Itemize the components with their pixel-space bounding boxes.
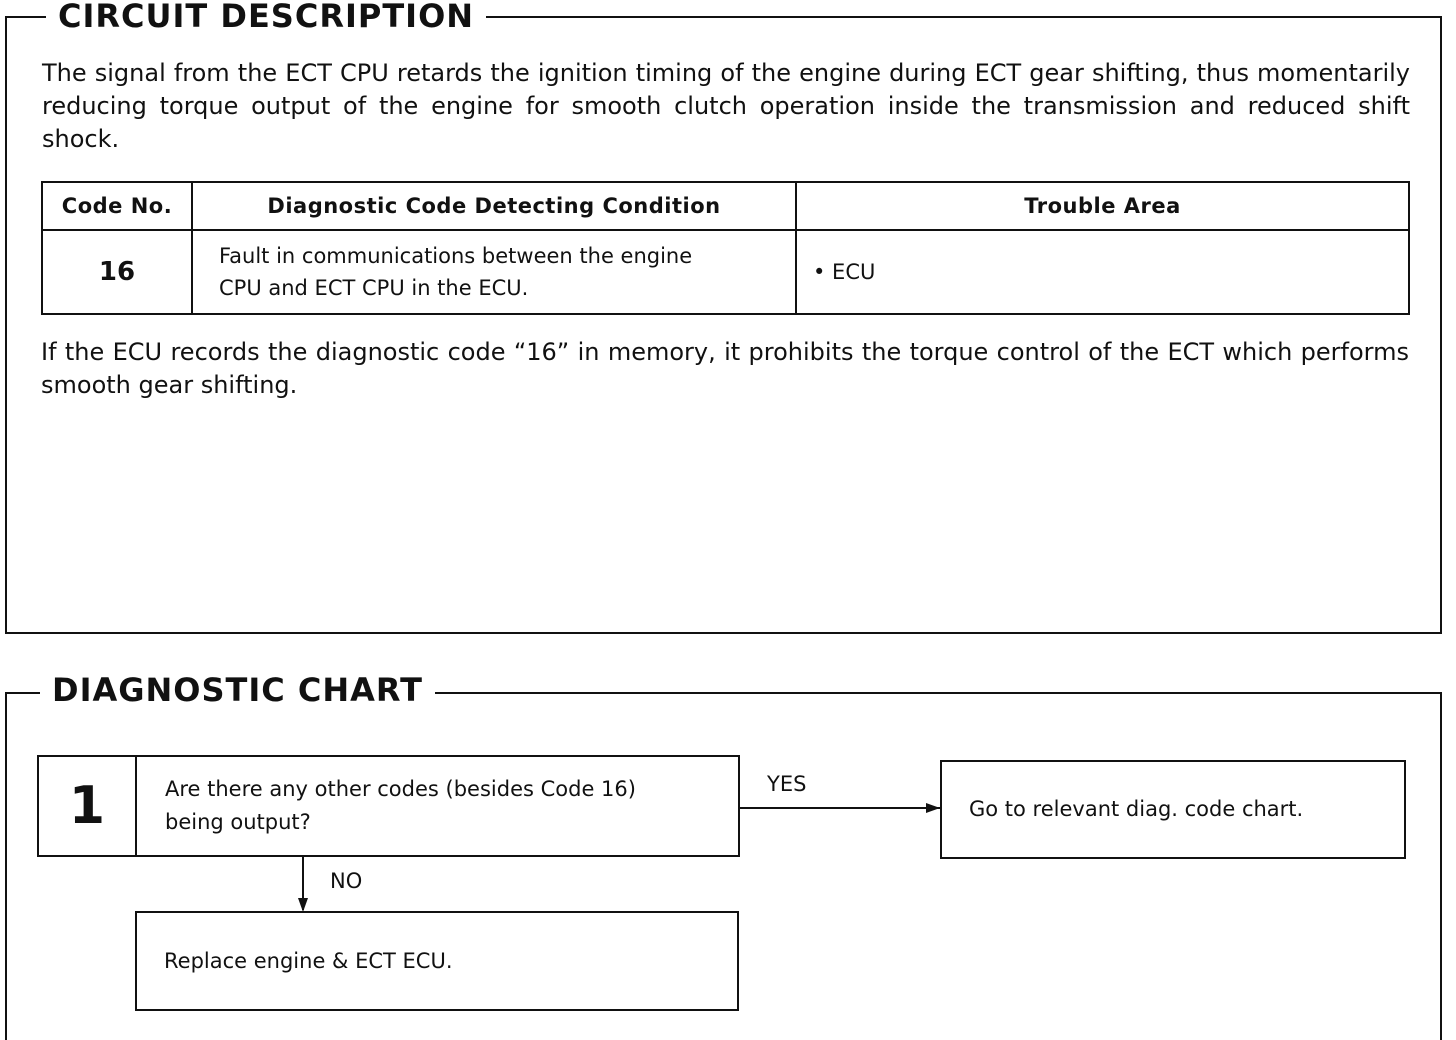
- yes-result-box: Go to relevant diag. code chart.: [940, 760, 1406, 859]
- step-1-question-box: [37, 755, 740, 857]
- circuit-description-intro: The signal from the ECT CPU retards the ignition timing of the engine during ECT gear shifting, thus momentarily reducing torque output of the engine for smooth clutch operation inside the transmission and reduced shift shock.: [42, 59, 1410, 153]
- circuit-description-title: CIRCUIT DESCRIPTION: [46, 0, 486, 32]
- no-result-box: Replace engine & ECT ECU.: [135, 911, 739, 1011]
- question-line-1: Are there any other codes (besides Code 16): [165, 777, 636, 801]
- condition-line-2: CPU and ECT CPU in the ECU.: [219, 276, 529, 300]
- circuit-description-note: If the ECU records the diagnostic code “16” in memory, it prohibits the torque control of the ECT which performs smooth gear shifting.: [41, 338, 1409, 399]
- header-trouble-area: Trouble Area: [796, 182, 1409, 230]
- yes-label: YES: [767, 772, 807, 796]
- step-question-text: [165, 773, 636, 839]
- question-line-2: being output?: [165, 810, 311, 834]
- yes-arrowhead: [926, 803, 940, 813]
- no-arrowhead: [298, 898, 308, 912]
- header-detecting-condition: Diagnostic Code Detecting Condition: [192, 182, 796, 230]
- trouble-area-cell: • ECU: [796, 230, 1409, 314]
- code-number-cell: 16: [42, 230, 192, 314]
- header-code-no: Code No.: [42, 182, 192, 230]
- step-number: 1: [39, 757, 137, 855]
- condition-line-1: Fault in communications between the engine: [219, 244, 693, 268]
- diagnostic-chart-title: DIAGNOSTIC CHART: [40, 674, 435, 706]
- no-label: NO: [330, 869, 363, 893]
